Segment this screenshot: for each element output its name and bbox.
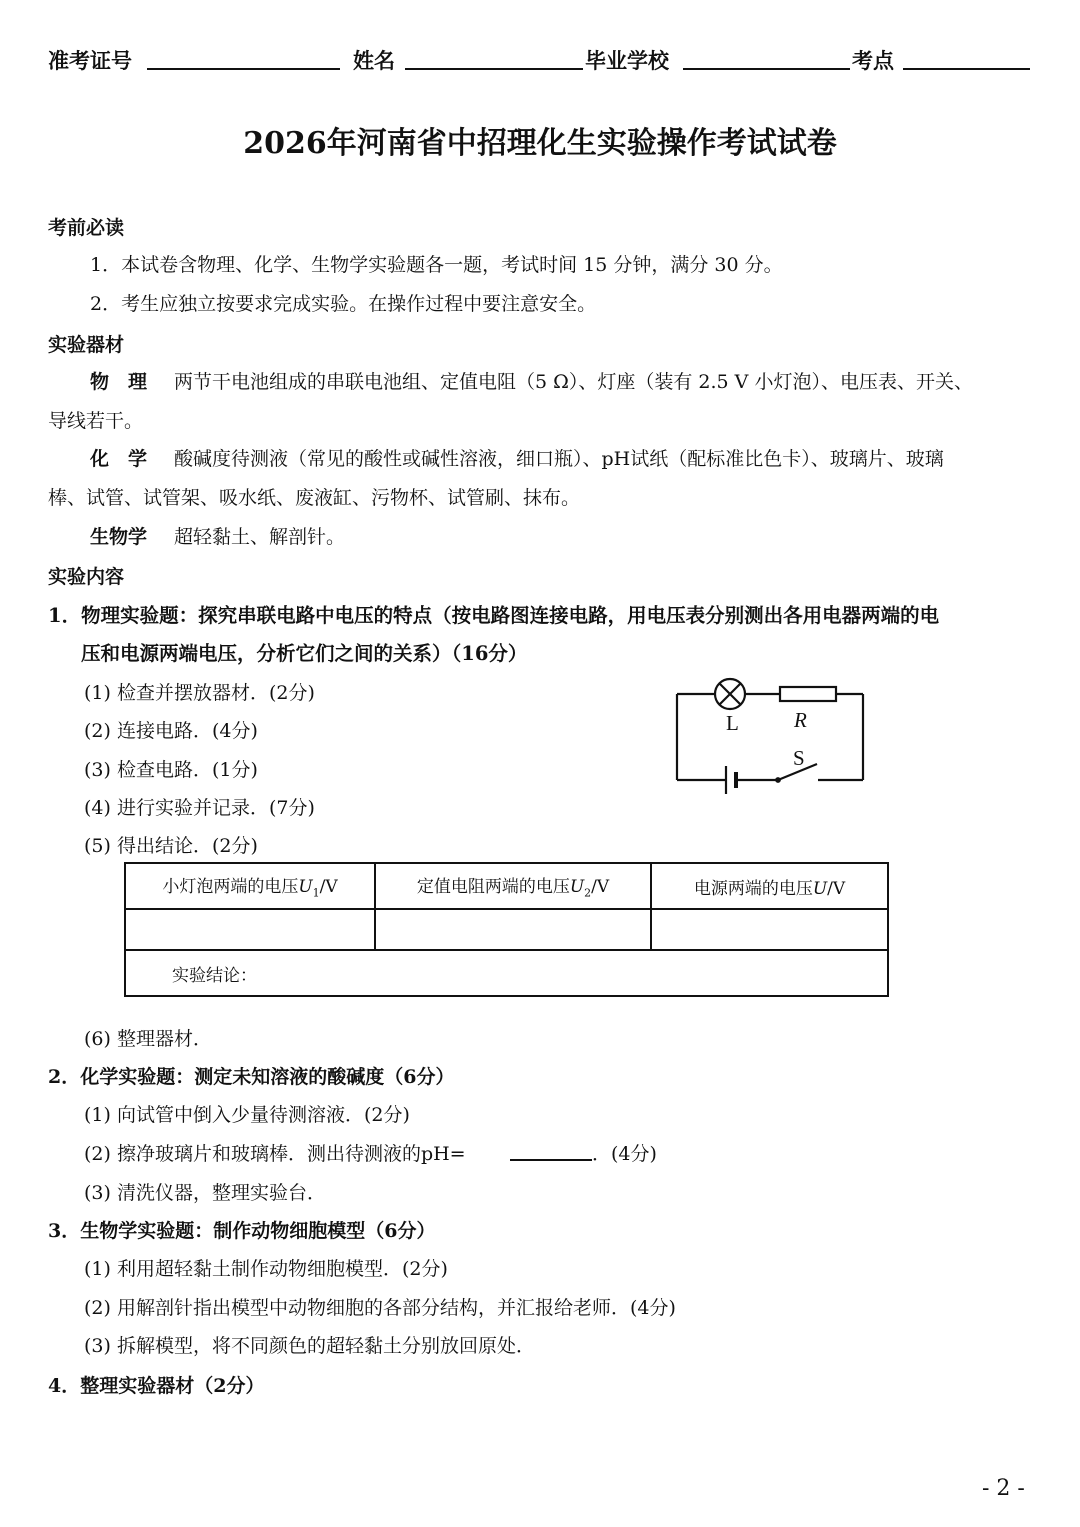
- ph-answer-blank[interactable]: [510, 1159, 592, 1161]
- physics-equipment-line-2: 导线若干。: [48, 410, 144, 432]
- q2-title: 2．化学实验题：测定未知溶液的酸碱度（6分）: [48, 1066, 455, 1088]
- switch-label: S: [793, 746, 805, 770]
- q1-step-1: (1) 检查并摆放器材．(2分): [84, 682, 315, 704]
- notice-item-2: 2．考生应独立按要求完成实验。在操作过程中要注意安全。: [90, 293, 597, 315]
- name-label: 姓名: [353, 48, 395, 73]
- table-header-lamp-voltage: 小灯泡两端的电压$U_1/V$: [125, 863, 375, 909]
- battery-symbol: [726, 766, 736, 794]
- content-heading: 实验内容: [48, 566, 125, 588]
- conclusion-cell[interactable]: [125, 950, 888, 996]
- q2-step-3: (3) 清洗仪器，整理实验台．: [84, 1182, 326, 1204]
- record-table: [124, 862, 889, 997]
- lamp-voltage-cell[interactable]: [125, 909, 375, 950]
- resistor-label: R: [794, 708, 807, 732]
- site-label: 考点: [852, 48, 894, 73]
- q1-step-3: (3) 检查电路．(1分): [84, 759, 258, 781]
- exam-id-label: 准考证号: [48, 48, 132, 73]
- lamp-symbol: [715, 679, 745, 709]
- q3-title: 3．生物学实验题：制作动物细胞模型（6分）: [48, 1220, 436, 1242]
- page-title: 2026年河南省中招理化生实验操作考试试卷: [243, 126, 837, 161]
- chemistry-equipment-line-1: 酸碱度待测液（常见的酸性或碱性溶液，细口瓶）、pH试纸（配标准比色卡）、玻璃片、玻璃: [174, 448, 944, 470]
- biology-equipment: 超轻黏土、解剖针。: [174, 526, 346, 548]
- q4-title: 4．整理实验器材（2分）: [48, 1375, 265, 1397]
- q2-step-2: (2) 擦净玻璃片和玻璃棒．测出待测液的pH=: [84, 1143, 466, 1165]
- source-voltage-cell[interactable]: [651, 909, 888, 950]
- chemistry-equipment-line-2: 棒、试管、试管架、吸水纸、废液缸、污物杯、试管刷、抹布。: [48, 487, 581, 509]
- page-number: - 2 -: [982, 1476, 1025, 1501]
- exam-id-field[interactable]: [147, 68, 340, 70]
- lamp-label: L: [726, 711, 739, 735]
- resistor-symbol: [780, 687, 836, 701]
- q1-step-4: (4) 进行实验并记录．(7分): [84, 797, 315, 819]
- school-label: 毕业学校: [585, 48, 669, 73]
- resistor-voltage-cell[interactable]: [375, 909, 651, 950]
- school-field[interactable]: [683, 68, 850, 70]
- table-header-source-voltage: 电源两端的电压U/V: [651, 863, 888, 909]
- physics-label: 物 理: [90, 371, 148, 393]
- table-header-resistor-voltage: 定值电阻两端的电压$U_2/V$: [375, 863, 651, 909]
- q2-step-1: (1) 向试管中倒入少量待测溶液．(2分): [84, 1104, 410, 1126]
- name-field[interactable]: [405, 68, 583, 70]
- physics-equipment-line-1: 两节干电池组成的串联电池组、定值电阻（5 Ω）、灯座（装有 2.5 V 小灯泡）、电压表、开关、: [174, 371, 973, 393]
- notice-item-1: 1．本试卷含物理、化学、生物学实验题各一题，考试时间 15 分钟，满分 30 分。: [90, 254, 783, 276]
- chemistry-label: 化 学: [90, 448, 148, 470]
- q1-step-6: (6) 整理器材．: [84, 1028, 212, 1050]
- notice-heading: 考前必读: [48, 217, 125, 239]
- q1-step-5: (5) 得出结论．(2分): [84, 835, 258, 857]
- q1-step-2: (2) 连接电路．(4分): [84, 720, 258, 742]
- q3-step-3: (3) 拆解模型，将不同颜色的超轻黏土分别放回原处．: [84, 1335, 535, 1357]
- conclusion-label: 实验结论：: [172, 965, 257, 986]
- q3-step-2: (2) 用解剖针指出模型中动物细胞的各部分结构，并汇报给老师．(4分): [84, 1297, 676, 1319]
- q2-step-2-score: ．(4分): [592, 1143, 657, 1165]
- equipment-heading: 实验器材: [48, 334, 125, 356]
- site-field[interactable]: [903, 68, 1030, 70]
- q1-title-line-1: 1．物理实验题：探究串联电路中电压的特点（按电路图连接电路，用电压表分别测出各用电器两端的电: [48, 604, 940, 627]
- biology-label: 生物学: [90, 526, 148, 548]
- q1-title-line-2: 压和电源两端电压，分析它们之间的关系）（16分）: [81, 642, 528, 665]
- circuit-diagram: [670, 672, 875, 797]
- q3-step-1: (1) 利用超轻黏土制作动物细胞模型．(2分): [84, 1258, 448, 1280]
